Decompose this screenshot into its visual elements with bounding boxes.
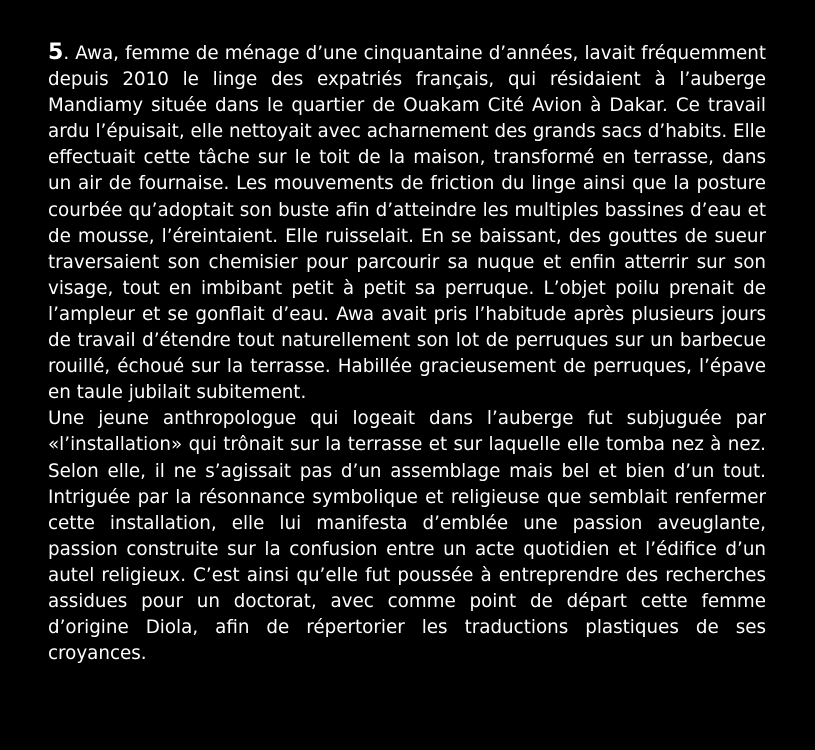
document-body — [48, 40, 766, 667]
paragraph-2: Une jeune anthropologue qui logeait dans l’auberge fut subjuguée par «l’installation» qui trônait sur la terrasse et sur laquelle elle tomba nez à nez. Selon elle, il ne s’agissait pas d’un assemblage mais bel et bien d’un tout. Intriguée par la résonnance symbolique et religieuse que semblait renfermer cette installation, elle lui manifesta d’emblée une passion aveuglante, passion construite sur la confusion entre un acte quotidien et l’édifice d’un autel religieux. C’est ainsi qu’elle fut poussée à entreprendre des recherches assidues pour un doctorat, avec comme point de départ cette femme d’origine Diola, afin de répertorier les traductions plastiques de ses croyances. — [48, 408, 766, 665]
paragraph-1 — [48, 40, 766, 406]
section-number: 5 — [48, 40, 64, 65]
paragraph-1-text: . Awa, femme de ménage d’une cinquantaine d’années, lavait fréquemment depuis 2010 le linge des expatriés français, qui résidaient à l’auberge Mandiamy située dans le quartier de Ouakam Cité Avion à Dakar. Ce travail ardu l’épuisait, elle nettoyait avec acharnement des grands sacs d’habits. Elle effectuait cette tâche sur le toit de la maison, transformé en terrasse, dans un air de fournaise. Les mouvements de friction du linge ainsi que la posture courbée qu’adoptait son buste afin d’atteindre les multiples bassines d’eau et de mousse, l’éreintaient. Elle ruisselait. En se baissant, des gouttes de sueur traversaient son chemisier pour parcourir sa nuque et enfin atterrir sur son visage, tout en imbibant petit à petit sa perruque. L’objet poilu prenait de l’ampleur et se gonflait d’eau. Awa avait pris l’habitude après plusieurs jours de travail d’étendre tout naturellement son lot de perruques sur un barbecue rouillé, échoué sur la terrasse. Habillée gracieusement de perruques, l’épave en taule jubilait subitement. — [48, 43, 766, 404]
